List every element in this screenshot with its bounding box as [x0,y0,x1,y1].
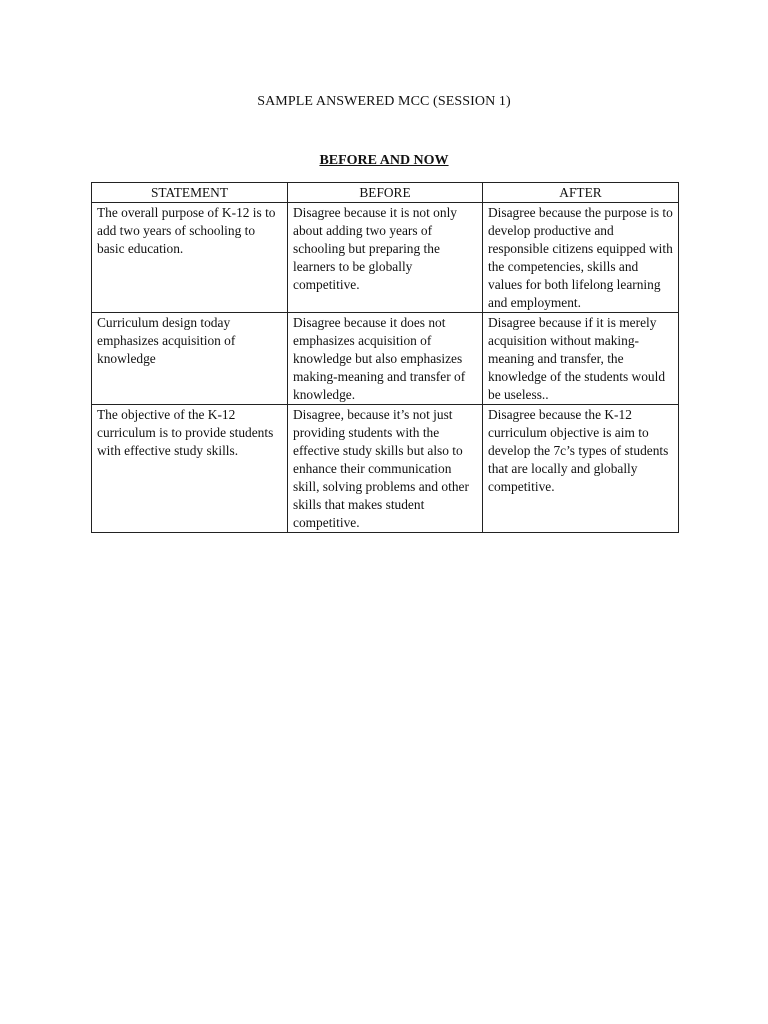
section-heading: BEFORE AND NOW [319,153,449,168]
statement-cell: The overall purpose of K-12 is to add two years of schooling to basic education. [92,203,288,313]
after-cell: Disagree because the K-12 curriculum objective is aim to develop the 7c’s types of students that are locally and globally competitive. [483,405,679,533]
column-header-statement: STATEMENT [92,183,288,203]
before-cell: Disagree, because it’s not just providing students with the effective study skills but also to enhance their communication skill, solving problems and other skills that makes student competitive. [288,405,483,533]
statement-cell: The objective of the K-12 curriculum is to provide students with effective study skills. [92,405,288,533]
table-row [92,313,679,405]
after-cell: Disagree because the purpose is to develop productive and responsible citizens equipped with the competencies, skills and values for both lifelong learning and employment. [483,203,679,313]
before-cell: Disagree because it does not emphasizes acquisition of knowledge but also emphasizes making-meaning and transfer of knowledge. [288,313,483,405]
column-header-before: BEFORE [288,183,483,203]
statement-cell: Curriculum design today emphasizes acquisition of knowledge [92,313,288,405]
before-and-now-table [91,182,679,533]
table-header-row [92,183,679,203]
document-title: SAMPLE ANSWERED MCC (SESSION 1) [257,94,511,109]
column-header-after: AFTER [483,183,679,203]
table-row [92,405,679,533]
after-cell: Disagree because if it is merely acquisition without making-meaning and transfer, the knowledge of the students would be useless.. [483,313,679,405]
table-row [92,203,679,313]
before-cell: Disagree because it is not only about adding two years of schooling but preparing the learners to be globally competitive. [288,203,483,313]
